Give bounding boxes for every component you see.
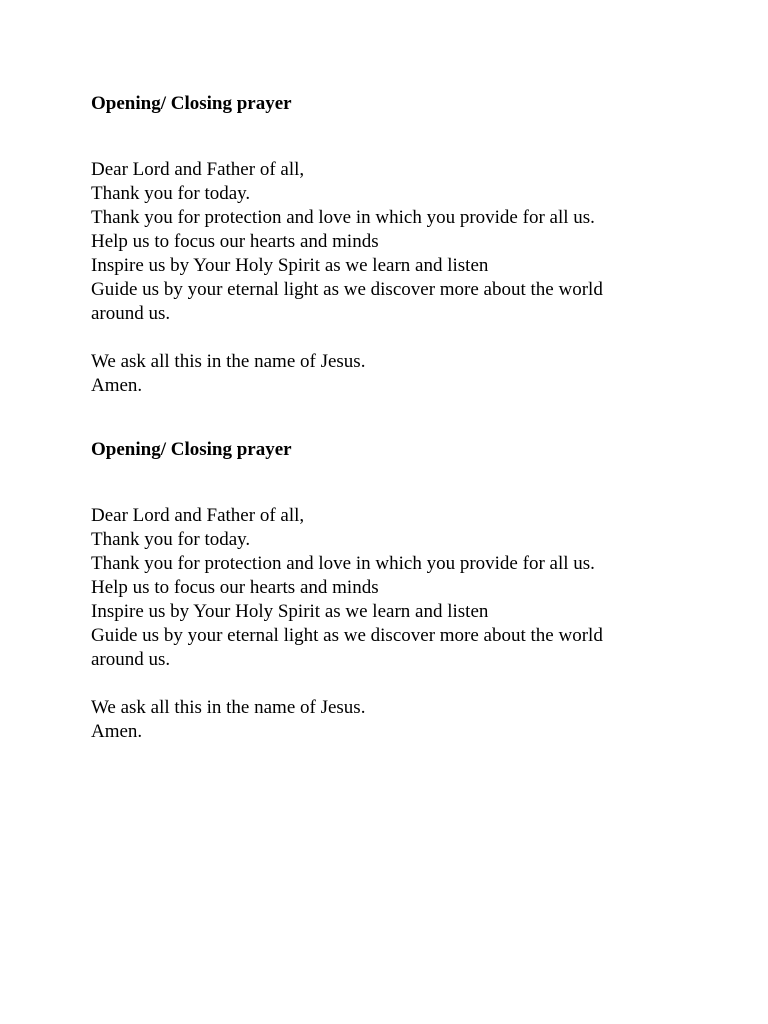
prayer-heading: Opening/ Closing prayer [91, 439, 292, 460]
prayer-body [91, 504, 711, 672]
prayer-body [91, 158, 711, 326]
amen-line: Amen. [91, 375, 143, 396]
prayer-section [91, 438, 711, 744]
prayer-line: Inspire us by Your Holy Spirit as we learn and listen [91, 255, 489, 276]
prayer-line: Thank you for protection and love in which you provide for all us. [91, 553, 595, 574]
prayer-line: Dear Lord and Father of all, [91, 159, 305, 180]
closing-line: We ask all this in the name of Jesus. [91, 351, 366, 372]
prayer-line: Thank you for today. [91, 529, 251, 550]
amen-line: Amen. [91, 721, 143, 742]
prayer-closing [91, 350, 711, 398]
closing-line: We ask all this in the name of Jesus. [91, 697, 366, 718]
prayer-line: Inspire us by Your Holy Spirit as we learn and listen [91, 601, 489, 622]
prayer-heading: Opening/ Closing prayer [91, 93, 292, 114]
prayer-closing [91, 696, 711, 744]
prayer-line: Help us to focus our hearts and minds [91, 577, 379, 598]
prayer-line: Guide us by your eternal light as we discover more about the world around us. [91, 279, 603, 324]
prayer-line: Thank you for today. [91, 183, 251, 204]
prayer-line: Thank you for protection and love in which you provide for all us. [91, 207, 595, 228]
prayer-line: Help us to focus our hearts and minds [91, 231, 379, 252]
prayer-section [91, 92, 711, 398]
prayer-line: Dear Lord and Father of all, [91, 505, 305, 526]
prayer-line: Guide us by your eternal light as we discover more about the world around us. [91, 625, 603, 670]
